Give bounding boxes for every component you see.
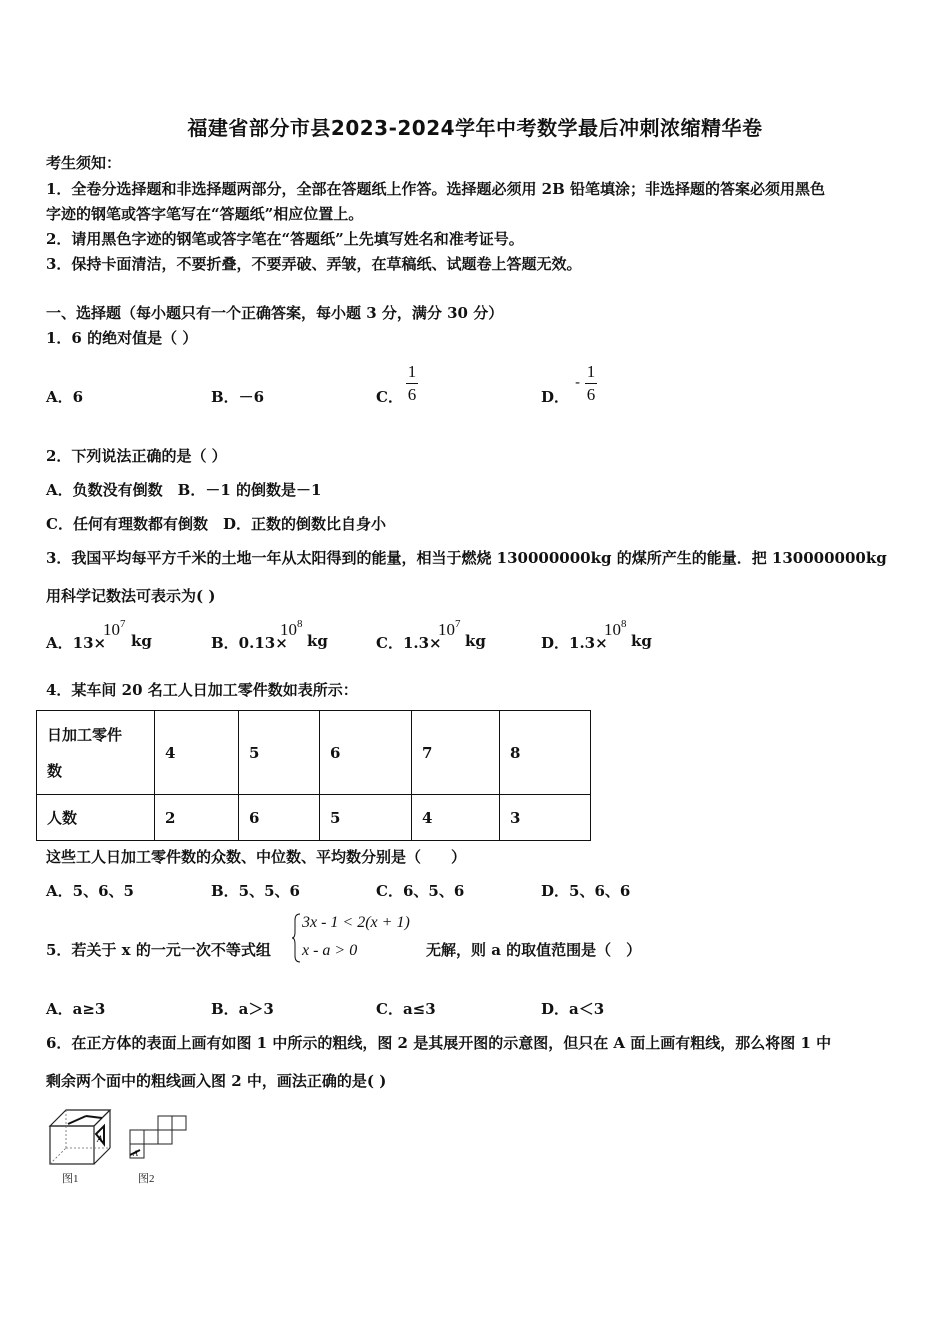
q3-d-prefix: D．1.3× bbox=[541, 634, 608, 652]
q3-a-prefix: A．13× bbox=[46, 634, 107, 652]
q1-fraction-c bbox=[406, 362, 418, 405]
table-cell: 4 bbox=[155, 711, 239, 795]
table-row-header bbox=[37, 711, 155, 795]
cube-figure-1 bbox=[46, 1106, 118, 1168]
q4-stem: 4．某车间 20 名工人日加工零件数如表所示： bbox=[46, 681, 358, 699]
q3-c-base: 10 bbox=[438, 620, 455, 639]
q3-stem-line-2: 用科学记数法可表示为( ) bbox=[46, 587, 216, 605]
notice-heading: 考生须知： bbox=[46, 154, 122, 172]
q3-d-exponent: 8 bbox=[621, 618, 627, 630]
table-row-header: 人数 bbox=[37, 795, 155, 841]
table-cell: 2 bbox=[155, 795, 239, 841]
table-cell: 3 bbox=[500, 795, 591, 841]
face-a-label: A bbox=[133, 1149, 138, 1158]
q3-a-base: 10 bbox=[103, 620, 120, 639]
q5-option-c: C．a≤3 bbox=[376, 1000, 436, 1018]
q1-option-a: A．6 bbox=[46, 388, 84, 406]
q3-b-unit: kg bbox=[307, 632, 328, 650]
table-row bbox=[37, 795, 591, 841]
q4-option-b: B．5、5、6 bbox=[211, 882, 300, 900]
q5-option-b: B．a＞3 bbox=[211, 1000, 274, 1018]
table-cell: 6 bbox=[239, 795, 320, 841]
q5-inequality-1: 3x - 1 < 2(x + 1) bbox=[302, 914, 410, 931]
q5-inequality-2: x - a > 0 bbox=[302, 942, 358, 959]
q3-b-power bbox=[280, 620, 303, 640]
q3-stem-line-1: 3．我国平均每平方千米的土地一年从太阳得到的能量，相当于燃烧 130000000kg 的煤所产生的能量．把 130000000kg bbox=[46, 549, 887, 567]
section-heading: 一、选择题（每小题只有一个正确答案，每小题 3 分，满分 30 分） bbox=[46, 304, 504, 322]
q1-d-sign: - bbox=[575, 373, 581, 391]
table-cell: 8 bbox=[500, 711, 591, 795]
q3-d-power bbox=[604, 620, 627, 640]
q4-option-a: A．5、6、5 bbox=[46, 882, 134, 900]
q3-option-a bbox=[46, 632, 106, 653]
fraction-bar bbox=[406, 383, 418, 384]
q2-stem: 2．下列说法正确的是（ ） bbox=[46, 447, 227, 465]
notice-line-1b: 字迹的钢笔或答字笔写在“答题纸”相应位置上。 bbox=[46, 205, 364, 223]
q5-option-a: A．a≥3 bbox=[46, 1000, 106, 1018]
q5-option-d: D．a＜3 bbox=[541, 1000, 605, 1018]
q1-stem: 1．6 的绝对值是（ ） bbox=[46, 329, 198, 347]
q2-options-ab: A．负数没有倒数 B．－1 的倒数是－1 bbox=[46, 481, 322, 499]
q3-b-exponent: 8 bbox=[297, 618, 303, 630]
q5-stem-prefix: 5．若关于 x 的一元一次不等式组 bbox=[46, 941, 271, 959]
q4-option-d: D．5、6、6 bbox=[541, 882, 631, 900]
q3-c-power bbox=[438, 620, 461, 640]
q3-b-prefix: B．0.13× bbox=[211, 634, 288, 652]
table-cell: 7 bbox=[412, 711, 500, 795]
table-row bbox=[37, 711, 591, 795]
q1-c-numerator: 1 bbox=[407, 362, 417, 381]
q3-c-unit: kg bbox=[465, 632, 486, 650]
q3-a-exponent: 7 bbox=[120, 618, 126, 630]
page-title: 福建省部分市县2023-2024学年中考数学最后冲刺浓缩精华卷 bbox=[187, 116, 763, 140]
row-header-part: 数 bbox=[47, 761, 63, 780]
q3-d-unit: kg bbox=[631, 632, 652, 650]
table-cell: 6 bbox=[320, 711, 412, 795]
q4-option-c: C．6、5、6 bbox=[376, 882, 465, 900]
q3-d-base: 10 bbox=[604, 620, 621, 639]
notice-line-3: 3．保持卡面清洁，不要折叠，不要弄破、弄皱，在草稿纸、试题卷上答题无效。 bbox=[46, 255, 582, 273]
q3-a-unit: kg bbox=[131, 632, 152, 650]
q3-option-b bbox=[211, 632, 288, 653]
q1-fraction-d bbox=[585, 362, 597, 405]
row-header-part: 日加工零件 bbox=[47, 725, 123, 744]
table-cell: 4 bbox=[412, 795, 500, 841]
q4-data-table bbox=[36, 710, 591, 841]
q3-option-c bbox=[376, 632, 442, 653]
notice-line-1a: 1．全卷分选择题和非选择题两部分，全部在答题纸上作答。选择题必须用 2B 铅笔填涂；非选择题的答案必须用黑色 bbox=[46, 180, 826, 198]
q1-d-numerator: 1 bbox=[586, 362, 596, 381]
q1-option-c: C． bbox=[376, 388, 403, 406]
q3-a-power bbox=[103, 620, 126, 640]
table-cell: 5 bbox=[320, 795, 412, 841]
fraction-bar bbox=[585, 383, 597, 384]
q2-options-cd: C．任何有理数都有倒数 D．正数的倒数比自身小 bbox=[46, 515, 386, 533]
q1-option-d: D． bbox=[541, 388, 570, 406]
q6-stem-line-2: 剩余两个面中的粗线画入图 2 中，画法正确的是( ) bbox=[46, 1072, 387, 1090]
q3-option-d bbox=[541, 632, 608, 653]
figure-2-label: 图2 bbox=[138, 1173, 155, 1185]
q5-stem-suffix: 无解，则 a 的取值范围是（ ） bbox=[426, 941, 642, 959]
q3-c-exponent: 7 bbox=[455, 618, 461, 630]
face-a-label: A bbox=[97, 1134, 103, 1144]
table-cell: 5 bbox=[239, 711, 320, 795]
q6-stem-line-1: 6．在正方体的表面上画有如图 1 中所示的粗线，图 2 是其展开图的示意图，但只在 A 面上画有粗线，那么将图 1 中 bbox=[46, 1034, 832, 1052]
q3-b-base: 10 bbox=[280, 620, 297, 639]
brace-icon bbox=[292, 912, 302, 964]
cube-net-figure-2 bbox=[126, 1110, 192, 1162]
q1-d-denominator: 6 bbox=[586, 385, 596, 404]
q1-c-denominator: 6 bbox=[407, 385, 417, 404]
notice-line-2: 2．请用黑色字迹的钢笔或答字笔在“答题纸”上先填写姓名和准考证号。 bbox=[46, 230, 524, 248]
q4-question: 这些工人日加工零件数的众数、中位数、平均数分别是（ ） bbox=[46, 848, 467, 866]
q3-c-prefix: C．1.3× bbox=[376, 634, 442, 652]
q1-option-b: B．－6 bbox=[211, 388, 265, 406]
figure-1-label: 图1 bbox=[62, 1173, 79, 1185]
